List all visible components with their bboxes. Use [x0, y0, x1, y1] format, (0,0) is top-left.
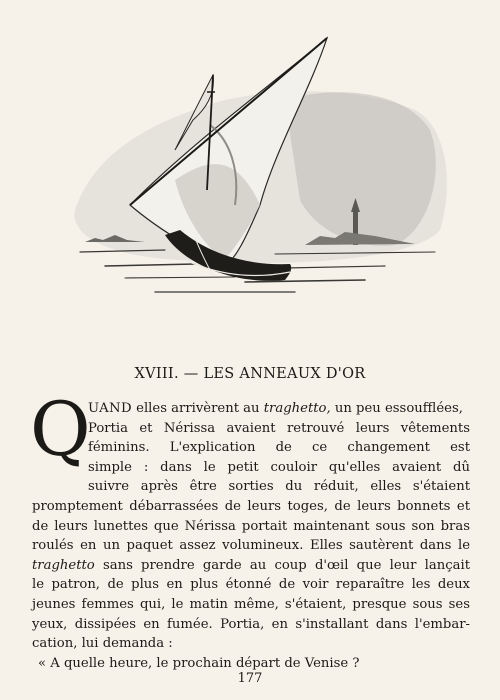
line-1-text-a: elles arrivèrent au: [131, 401, 264, 416]
drop-cap: Q: [30, 387, 91, 473]
line-9-text: sans prendre garde au coup d'œil que leur lançait: [94, 557, 470, 573]
text-line-7: de leurs lunettes que Nérissa portait maintenant sous son bras: [32, 518, 470, 534]
text-line-10: le patron, de plus en plus étonné de voir reparaître les deux: [32, 577, 470, 593]
text-line-13: cation, lui demanda :: [32, 636, 173, 652]
text-line-14: « A quelle heure, le prochain départ de Venise ?: [38, 655, 360, 671]
line-9-italic: traghetto: [32, 557, 95, 573]
text-line-6: promptement débarrassées de leurs toges, de leurs bonnets et: [32, 498, 470, 514]
chapter-title: XVIII. — LES ANNEAUX D'OR: [134, 366, 366, 382]
page-number: 177: [237, 671, 263, 686]
line-1-italic: traghetto,: [263, 401, 331, 416]
text-line-4: simple : dans le petit couloir qu'elles avaient dû: [88, 459, 470, 475]
text-line-5: suivre après être sorties du réduit, elles s'étaient: [88, 479, 470, 495]
sailboat-illustration: [35, 30, 465, 320]
text-line-1: [88, 399, 470, 419]
text-line-8: roulés en un paquet assez volumineux. Elles sautèrent dans le: [32, 538, 470, 554]
text-line-9: [32, 556, 470, 576]
text-line-2: Portia et Nérissa avaient retrouvé leurs vêtements: [88, 420, 470, 436]
text-line-11: jeunes femmes qui, le matin même, s'étaient, presque sous ses: [32, 596, 470, 612]
body-text: [30, 387, 470, 673]
line-1-text-b: un peu essoufflées,: [330, 401, 463, 416]
line-1-smallcaps: UAND: [88, 401, 132, 416]
text-line-12: yeux, dissipées en fumée. Portia, en s'installant dans l'embar-: [32, 616, 470, 632]
text-line-3: féminins. L'explication de ce changement est: [88, 440, 470, 456]
